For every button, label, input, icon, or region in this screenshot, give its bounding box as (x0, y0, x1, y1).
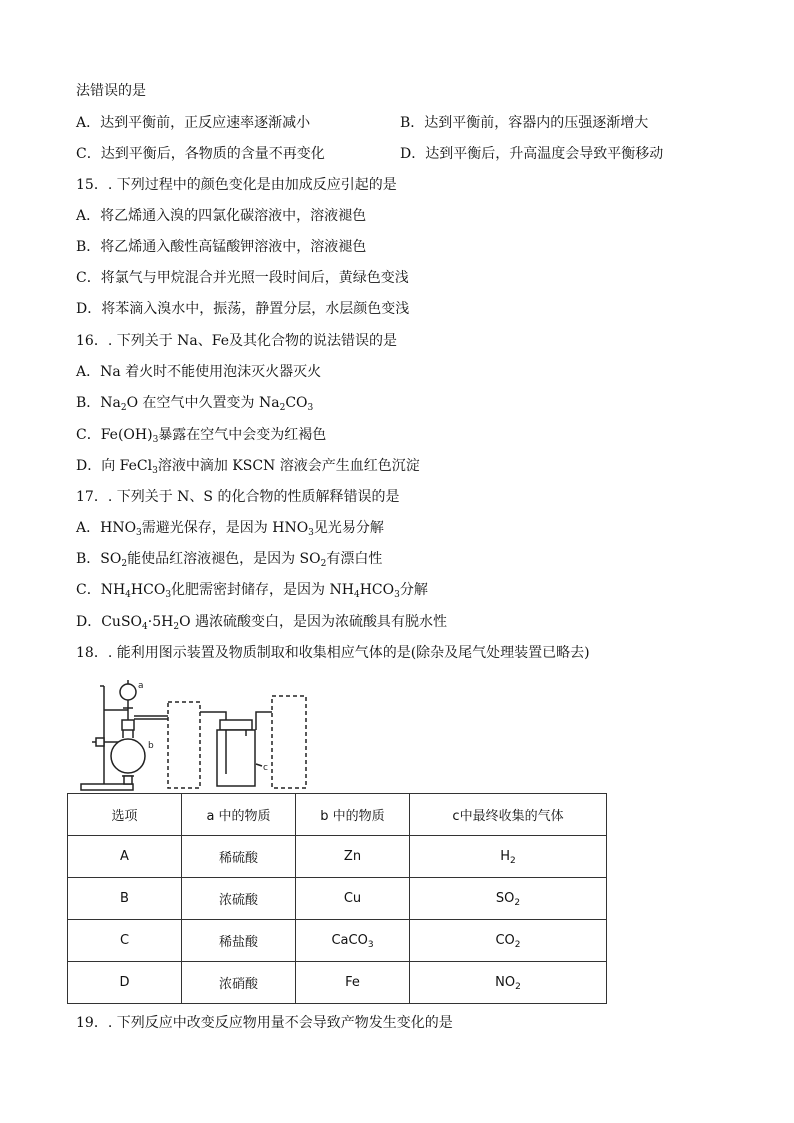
table-header-row (68, 794, 607, 836)
table-cell-a: 稀硫酸 (182, 836, 296, 878)
figure-label-b: b (148, 741, 154, 751)
q17-option-d: D．$CuSO_4\cdot 5H_2O$ 遇浓硫酸变白，是因为浓硫酸具有脱水性 (76, 614, 448, 632)
q16-option-b: B．$Na_2O$ 在空气中久置变为 $Na_2CO_3$ (76, 395, 314, 413)
table-row (68, 878, 607, 920)
table-cell-b: CaCO$_3$ (296, 920, 410, 962)
table-cell-b: Cu (296, 878, 410, 920)
q19-stem: 19．. 下列反应中改变反应物用量不会导致产物发生变化的是 (76, 1015, 453, 1031)
figure-label-a: a (138, 681, 144, 691)
q14-option-d: D．达到平衡后，升高温度会导致平衡移动 (400, 146, 664, 162)
q15-option-d: D．将苯滴入溴水中，振荡，静置分层，水层颜色变浅 (76, 301, 410, 317)
table-cell-gas: $NO_2$ (410, 962, 607, 1004)
q14-option-a: A．达到平衡前，正反应速率逐渐减小 (76, 115, 311, 131)
table-header-cell: b 中的物质 (296, 794, 410, 836)
figure-label-c: c (263, 763, 268, 773)
table-header-cell: c中最终收集的气体 (410, 794, 607, 836)
q15-option-b: B．将乙烯通入酸性高锰酸钾溶液中，溶液褪色 (76, 239, 367, 255)
table-cell-b: Zn (296, 836, 410, 878)
q17-option-a: A．$HNO_3$需避光保存，是因为 $HNO_3$见光易分解 (76, 520, 384, 538)
q18-options-table (67, 793, 607, 1004)
table-cell-a: 稀盐酸 (182, 920, 296, 962)
table-header-cell: 选项 (68, 794, 182, 836)
table-cell-a: 浓硫酸 (182, 878, 296, 920)
q16-option-a: A．Na 着火时不能使用泡沫灭火器灭火 (76, 364, 322, 380)
q15-option-c: C．将氯气与甲烷混合并光照一段时间后，黄绿色变浅 (76, 270, 409, 286)
table-cell-option: C (68, 920, 182, 962)
q17-stem: 17．. 下列关于 N、S 的化合物的性质解释错误的是 (76, 489, 400, 505)
q14-option-b: B．达到平衡前，容器内的压强逐渐增大 (400, 115, 649, 131)
q15-stem: 15．. 下列过程中的颜色变化是由加成反应引起的是 (76, 177, 397, 193)
q15-option-a: A．将乙烯通入溴的四氯化碳溶液中，溶液褪色 (76, 208, 367, 224)
q14-stem-tail: 法错误的是 (76, 83, 146, 99)
table-cell-gas: $SO_2$ (410, 878, 607, 920)
table-cell-option: A (68, 836, 182, 878)
table-cell-gas: $H_2$ (410, 836, 607, 878)
apparatus-diagram (76, 672, 316, 792)
q16-option-c: C．$Fe(OH)_3$暴露在空气中会变为红褐色 (76, 427, 327, 445)
table-cell-a: 浓硝酸 (182, 962, 296, 1004)
table-row (68, 920, 607, 962)
table-header-cell: a 中的物质 (182, 794, 296, 836)
q17-option-b: B．$SO_2$能使品红溶液褪色，是因为 $SO_2$有漂白性 (76, 551, 383, 569)
table-row (68, 836, 607, 878)
q17-option-c: C．$NH_4HCO_3$化肥需密封储存，是因为 $NH_4HCO_3$分解 (76, 582, 428, 600)
table-cell-option: B (68, 878, 182, 920)
q16-option-d: D．向 FeCl$_3$溶液中滴加 KSCN 溶液会产生血红色沉淀 (76, 458, 420, 476)
table-cell-b: Fe (296, 962, 410, 1004)
q14-option-c: C．达到平衡后，各物质的含量不再变化 (76, 146, 325, 162)
table-cell-gas: $CO_2$ (410, 920, 607, 962)
table-row (68, 962, 607, 1004)
table-cell-option: D (68, 962, 182, 1004)
q16-stem: 16．. 下列关于 Na、Fe及其化合物的说法错误的是 (76, 333, 397, 349)
q18-stem: 18．. 能利用图示装置及物质制取和收集相应气体的是(除杂及尾气处理装置已略去) (76, 645, 590, 661)
